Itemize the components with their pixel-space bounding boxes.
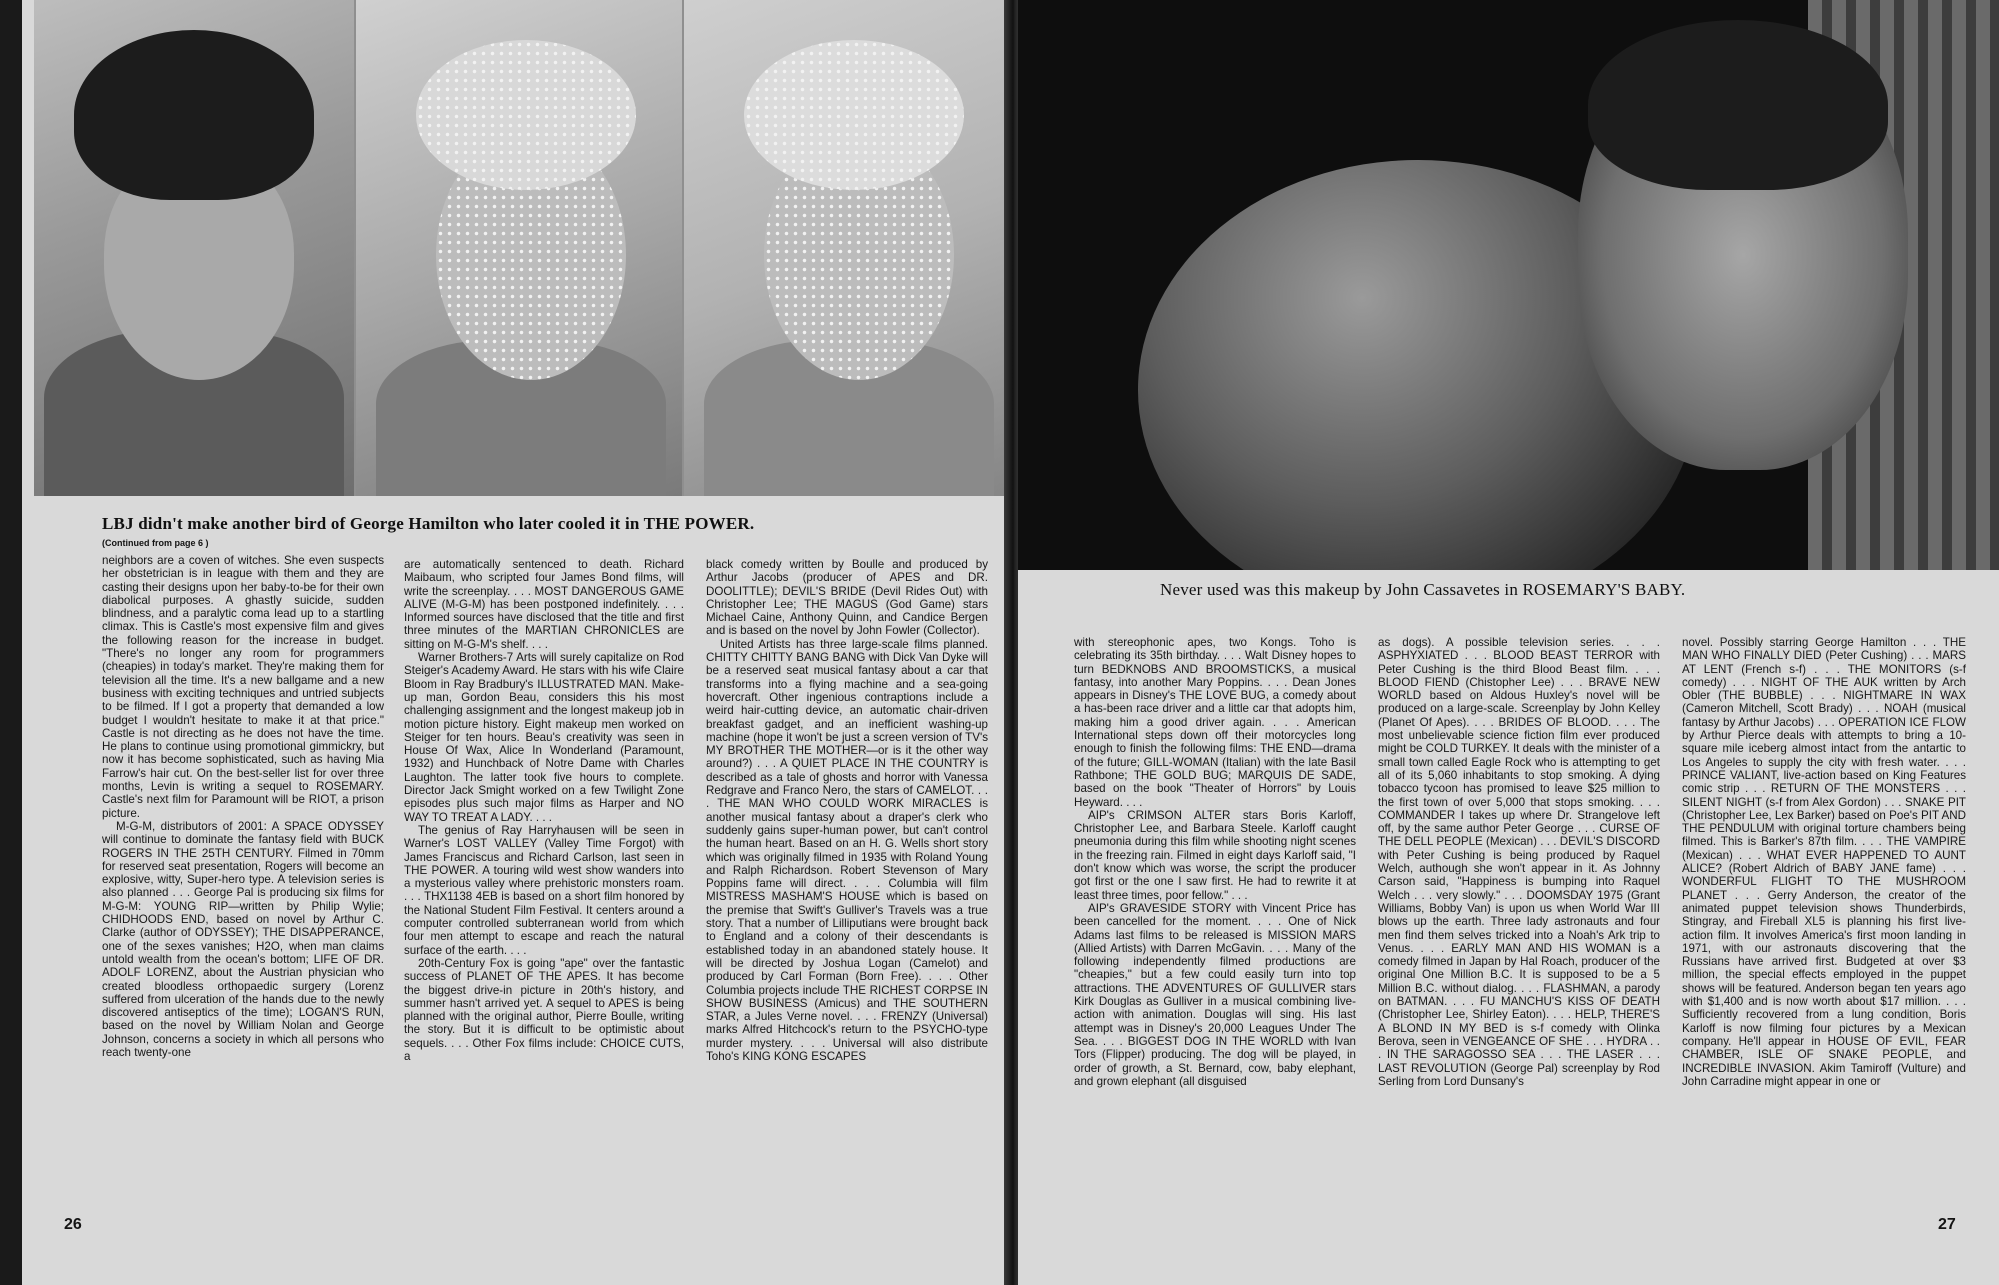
page-number-right: 27	[1938, 1216, 1956, 1233]
photo-caption-left: LBJ didn't make another bird of George Hamilton who later cooled it in THE POWER.	[102, 514, 755, 533]
article-column-6	[1682, 636, 1966, 1210]
article-paragraph: The genius of Ray Harryhausen will be seen in Warner's LOST VALLEY (Valley Time Forgot) with James Franciscus and Richard Carlson, last seen in THE POWER. A touring wild west show wanders into a mysterious valley where prehistoric monsters roam. . . . THX1138 4EB is based on a short film honored by the National Student Film Festival. It centers around a computer controlled subterranean world from which four men attempt to escape and reach the natural surface of the earth. . . .	[404, 823, 684, 957]
photo-frame-3	[684, 0, 1012, 496]
article-paragraph: M-G-M, distributors of 2001: A SPACE ODYSSEY will continue to dominate the fantasy field with BUCK ROGERS IN THE 25TH CENTURY. Filmed in 70mm for reserved seat presentation, Rogers will become an explosive, witty, Super-hero type. A television series is also planned . . . George Pal is producing six films for M-G-M: YOUNG RIP—written by Philip Wylie; CHIDHOODS END, based on novel by Arthur C. Clarke (author of ODYSSEY); THE DISAPPERANCE, one of the sexes vanishes; H2O, when man claims untold wealth from the ocean's bottom; LIFE OF DR. ADOLF LORENZ, about the Austrian physician who created bloodless orthopaedic surgery (Lorenz suffered from ulceration of the hands due to the newly discovered antiseptics of the time); LOGAN'S RUN, based on the novel by William Nolan and George Johnson, concerns a society in which all persons who reach twenty-one	[102, 819, 384, 1059]
photo-strip-george-hamilton	[34, 0, 1012, 496]
article-paragraph: black comedy written by Boulle and produced by Arthur Jacobs (producer of APES and DR. DOOLITTLE); DEVIL'S BRIDE (Devil Rides Out) with Christopher Lee; THE MAGUS (God Game) stars Michael Caine, Anthony Quinn, and Candice Bergen and is based on the novel by John Fowler (Collector).	[706, 558, 988, 638]
article-paragraph: as dogs). A possible television series. . . . ASPHYXIATED . . . BLOOD BEAST TERROR with Peter Cushing is the third Blood Beast film. . . . BLOOD FIEND (Chistopher Lee) . . . BRAVE NEW WORLD based on Aldous Huxley's novel will be produced on a large-scale. Screenplay by John Kelley (Planet Of Apes). . . . BRIDES OF BLOOD. . . . The most unbelievable science fiction film ever produced might be COLD TURKEY. It deals with the minister of a small town called Eagle Rock who is attempting to get all of its 5,060 inhabitants to stop smoking. A dying tobacco tycoon has promised to leave $25 million to the first town of over 5,000 that stops smoking. . . . COMMANDER I takes up where Dr. Strangelove left off, by the same author Peter George . . . CURSE OF THE DELL PEOPLE (Mexican) . . . DEVIL'S DISCORD with Peter Cushing is being produced by Raquel Welch, authough she won't appear in it. As Johnny Carson said, "Happiness is bumping into Raquel Welch . . . very slowly." . . . DOOMSDAY 1975 (Grant Williams, Bobby Van) is upon us when World War III blows up the earth. Three lady astronauts and four men find them selves tricked into a Noah's Ark trip to Venus. . . . EARLY MAN AND HIS WOMAN is a comedy filmed in Japan by Hal Roach, producer of the original One Million B.C. It is supposed to be a 5 Million B.C. without dialog. . . . FLASHMAN, a parody on BATMAN. . . . FU MANCHU'S KISS OF DEATH (Christopher Lee, Shirley Eaton). . . . HELP, THERE'S A BLOND IN MY BED is s-f comedy with Olinka Berova, seen in VENGEANCE OF SHE . . . HYDRA . . . IN THE SARAGOSSO SEA . . . THE LASER . . . LAST REVOLUTION (George Pal) screenplay by Rod Serling from Lord Dunsany's	[1378, 636, 1660, 1088]
photo-cassavetes-makeup	[1018, 0, 1999, 570]
photo-caption-right: Never used was this makeup by John Cassavetes in ROSEMARY'S BABY.	[1160, 580, 1686, 599]
article-paragraph: Warner Brothers-7 Arts will surely capitalize on Rod Steiger's Academy Award. He stars with his wife Claire Bloom in Ray Bradbury's ILLUSTRATED MAN. Make-up man, Gordon Beau, considers this his most challenging assignment and the longest makeup job in motion picture history. Eight makeup men worked on Steiger for ten hours. Beau's creativity was seen in House Of Wax, Alice In Wonderland (Paramount, 1932) and Hunchback of Notre Dame with Charles Laughton. The latter took five hours to complete. Director Jack Smight worked on a few Twilight Zone episodes plus such major films as Harper and NO WAY TO TREAT A LADY. . . .	[404, 651, 684, 824]
article-paragraph: neighbors are a coven of witches. She even suspects her obstetrician is in league with them and they are casting their designs upon her baby-to-be for their own diabolical purposes. A ghastly suicide, sudden blindness, and a paralytic coma lead up to a startling climax. This is Castle's most expensive film and gives the following reason for the increase in budget. "There's no longer any room for programmers (cheapies) in today's market. They're making them for television all the time. It's a new ballgame and a new business with exciting techniques and untried subjects to be filmed. If I got a property that demanded a low budget I wouldn't hesitate to make it at that price." Castle is not directing as he does not have the time. He plans to continue using promotional gimmickry, but now it has become sophisticated, such as having Mia Farrow's hair cut. On the best-seller list for over three months, Levin is writing a sequel to ROSEMARY. Castle's next film for Paramount will be RIOT, a prison picture.	[102, 554, 384, 820]
article-paragraph: are automatically sentenced to death. Richard Maibaum, who scripted four James Bond films, will write the screenplay. . . . MOST DANGEROUS GAME ALIVE (M-G-M) has been postponed indefinitely. . . . Informed sources have disclosed that the title and first three minutes of the MARTIAN CHRONICLES are sitting on M-G-M's shelf. . . .	[404, 558, 684, 651]
article-column-5	[1378, 636, 1660, 1210]
article-column-1	[102, 554, 384, 1204]
photo-frame-2	[356, 0, 682, 496]
right-page	[1018, 0, 1999, 1285]
article-paragraph: AIP's GRAVESIDE STORY with Vincent Price has been cancelled for the moment. . . . One of Nick Adams last films to be released is MISSION MARS (Allied Artists) with Darren McGavin. . . . Many of the following independently filmed productions are "cheapies," but a few could easily turn into top attractions. THE ADVENTURES OF GULLIVER stars Kirk Douglas as Gulliver in a musical combining live-action with animation. Douglas will sing. His last attempt was in Disney's 20,000 Leagues Under The Sea. . . . BIGGEST DOG IN THE WORLD with Ivan Tors (Flipper) producing. The dog will be played, in order of growth, a St. Bernard, cow, baby elephant, and grown elephant (all disguised	[1074, 901, 1356, 1088]
article-paragraph: United Artists has three large-scale films planned. CHITTY CHITTY BANG BANG with Dick Van Dyke will be a reserved seat musical fantasy about a car that transforms into a flying machine and a sea-going hovercraft. Other ingenious contraptions include a weird hair-cutting device, an automatic chair-driven breakfast gadget, and an inefficient washing-up machine (hope it won't be just a screen version of TV's MY BROTHER THE MOTHER—or is it the other way around?) . . . A QUIET PLACE IN THE COUNTRY is described as a tale of ghosts and horror with Vanessa Redgrave and Franco Nero, the stars of CAMELOT. . . . THE MAN WHO COULD WORK MIRACLES is another musical fantasy about a draper's clerk who suddenly gains super-human power, but can't control the human heart. Based on an H. G. Wells short story which was originally filmed in 1935 with Roland Young and Ralph Richardson. Robert Stevenson of Mary Poppins fame will direct. . . . Columbia will film MISTRESS MASHAM'S HOUSE which is based on the premise that Swift's Gulliver's Travels was a true story. That a number of Lilliputians were brought back to England and a colony of their descendants is established today in an abandoned stately house. It will be directed by Joshua Logan (Camelot) and produced by Carl Forman (Born Free). . . . Other Columbia projects include THE RICHEST CORPSE IN SHOW BUSINESS (Amicus) and THE SOUTHERN STAR, a Jules Verne novel. . . . FRENZY (Universal) marks Alfred Hitchcock's return to the PSYCHO-type murder mystery. . . . Universal will also distribute Toho's KING KONG ESCAPES	[706, 637, 988, 1063]
article-paragraph: 20th-Century Fox is going "ape" over the fantastic success of PLANET OF THE APES. It has become the biggest drive-in picture in 20th's history, and summer hasn't arrived yet. A sequel to APES is being planned with the original author, Pierre Boulle, writing the story. But it is difficult to be optimistic about sequels. . . . Other Fox films include: CHOICE CUTS, a	[404, 956, 684, 1063]
photo-frame-1	[34, 0, 354, 496]
article-column-4	[1074, 636, 1356, 1210]
left-page	[22, 0, 1012, 1285]
article-paragraph: with stereophonic apes, two Kongs. Toho is celebrating its 35th birthday. . . . Walt Disney hopes to turn BEDKNOBS AND BROOMSTICKS, a musical fantasy, into another Mary Poppins. . . . Dean Jones appears in Disney's THE LOVE BUG, a comedy about a has-been race driver and a little car that adopts him, making him a good driver again. . . . American International steps down off their motorcycles long enough to finish the following films: THE END—drama of the future; GILL-WOMAN (Italian) with the late Basil Rathbone; THE GOLD BUG; MARQUIS DE SADE, based on the book "Theater of Horrors" by Louis Heyward. . . .	[1074, 636, 1356, 809]
article-column-3	[706, 558, 988, 1210]
page-number-left: 26	[64, 1216, 82, 1233]
article-paragraph: AIP's CRIMSON ALTER stars Boris Karloff, Christopher Lee, and Barbara Steele. Karloff caught pneumonia during this film while shooting night scenes in the freezing rain. Filmed in eight days Karloff said, "I don't know which was worse, the script the producer got first or the one I saw first. He had to rewrite it at least three times, poor fellow." . . .	[1074, 808, 1356, 902]
article-paragraph: novel. Possibly starring George Hamilton . . . THE MAN WHO FINALLY DIED (Peter Cushing) . . . MARS AT LENT (French s-f) . . . THE MONITORS (s-f comedy) . . . NIGHT OF THE AUK written by Arch Obler (THE BUBBLE) . . . NIGHTMARE IN WAX (Cameron Mitchell, Scott Brady) . . . NOAH (musical fantasy by Arthur Jacobs) . . . OPERATION ICE FLOW by Arthur Pierce deals with attempts to bring a 10-square mile iceberg almost intact from the antartic to Los Angeles to supply the city with fresh water. . . . PRINCE VALIANT, live-action based on King Features comic strip . . . RETURN OF THE MONSTERS . . . SILENT NIGHT (s-f from Alex Gordon) . . . SNAKE PIT (Christopher Lee, Lex Barker) based on Poe's PIT AND THE PENDULUM with original torture chambers being filmed. This is Barker's 87th film. . . . THE VAMPIRE (Mexican) . . . WHAT EVER HAPPENED TO AUNT ALICE? (Robert Aldrich of BABY JANE fame) . . . WONDERFUL FLIGHT TO THE MUSHROOM PLANET . . . Gerry Anderson, the creator of the animated puppet television shows Thunderbirds, Stingray, and Fireball XL5 is planning his first live-action film. It involves America's first moon landing in 1971, with our astronauts discovering that the Russians have arrived first. Budgeted at over $3 million, the special effects employed in the puppet shows will be featured. Anderson began ten years ago with $1,400 and is now worth about $17 million. . . . Sufficiently recovered from a lung condition, Boris Karloff is now filming four pictures by a Mexican company. He'll appear in HOUSE OF EVIL, FEAR CHAMBER, ISLE OF SNAKE PEOPLE, and INCREDIBLE INVASION. Akim Tamiroff (Vulture) and John Carradine might appear in one or	[1682, 636, 1966, 1088]
continued-note: (Continued from page 6 )	[102, 538, 209, 548]
article-column-2	[404, 558, 684, 1210]
